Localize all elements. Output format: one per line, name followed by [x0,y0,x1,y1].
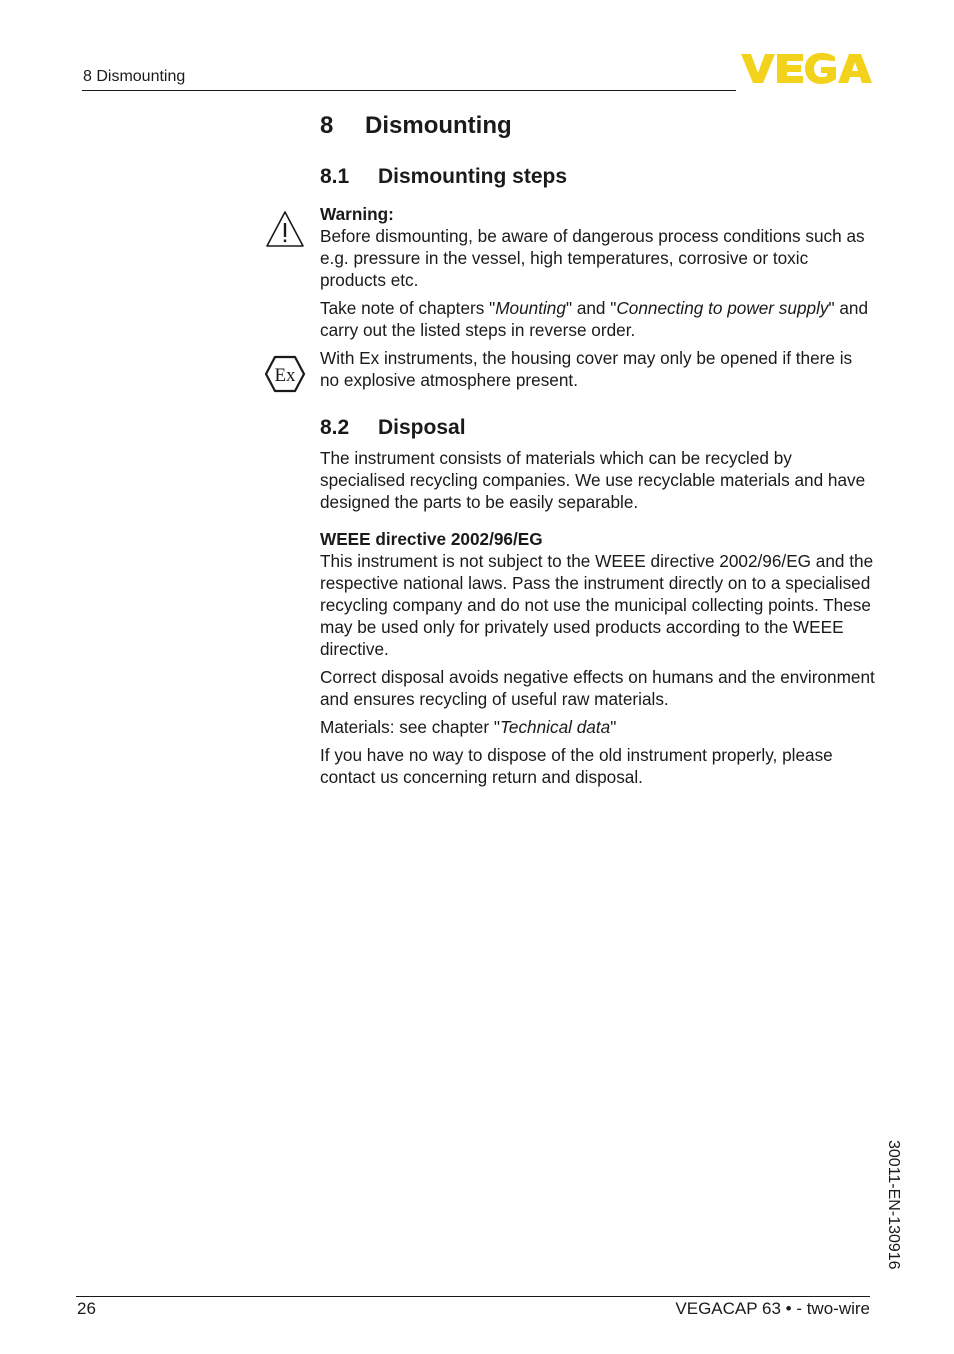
note-text-post: " and carry out the listed steps in reverse order. [320,298,869,340]
header-rule [82,90,736,91]
footer-rule [76,1296,870,1297]
weee-heading: WEEE directive 2002/96/EG [320,529,543,549]
materials-text-post: " [610,717,617,737]
section-heading-dismounting-steps [320,165,567,189]
section-title: Disposal [378,416,466,439]
chapter-number: 8 [320,112,334,139]
document-id: 30011-EN-130916 [885,1140,902,1270]
weee-text: This instrument is not subject to the WEEE directive 2002/96/EG and the respective national laws. Pass the instrument directly on to a specialised recycling company and do not use the municipal collecting points. These may be used only for privately used products according to the WEEE directive. [320,551,874,659]
warning-triangle-icon [265,210,305,248]
section-heading-disposal [320,416,466,440]
dismounting-steps-body [320,203,876,391]
section-number: 8.1 [320,165,350,188]
note-text-pre: Take note of chapters " [320,298,496,318]
materials-text-pre: Materials: see chapter " [320,717,500,737]
correct-disposal-text: Correct disposal avoids negative effects on humans and the environment and ensures recycling of useful raw materials. [320,667,875,709]
chapter-ref-mounting: Mounting [495,298,566,318]
warning-text: Before dismounting, be aware of dangerous process conditions such as e.g. pressure in the vessel, high temperatures, corrosive or toxic products etc. [320,226,865,290]
chapter-ref-technical-data: Technical data [499,717,611,737]
svg-text:Ex: Ex [274,365,296,386]
disposal-body [320,447,876,788]
materials-note [320,716,876,738]
disposal-intro: The instrument consists of materials which can be recycled by specialised recycling companies. We use recyclable materials and have designed the parts to be easily separable. [320,448,866,512]
warning-label: Warning: [320,204,394,224]
vega-logo [741,51,873,85]
vega-logo-graphic [741,51,873,85]
note-text-mid: " and " [565,298,617,318]
section-title: Dismounting steps [378,165,568,188]
ex-instruments-note: With Ex instruments, the housing cover may only be opened if there is no explosive atmosphere present. [320,348,853,390]
contact-note: If you have no way to dispose of the old instrument properly, please contact us concerning return and disposal. [320,745,833,787]
ex-explosion-protection-icon [264,355,306,393]
section-number: 8.2 [320,416,350,439]
chapter-ref-connecting: Connecting to power supply [616,298,829,318]
footer-product-name: VEGACAP 63 • - two-wire [675,1299,870,1318]
chapter-heading [320,112,512,140]
chapter-title: Dismounting [365,112,512,139]
reverse-order-note [320,297,876,341]
running-header-chapter: 8 Dismounting [83,68,186,85]
page-number: 26 [77,1299,96,1318]
